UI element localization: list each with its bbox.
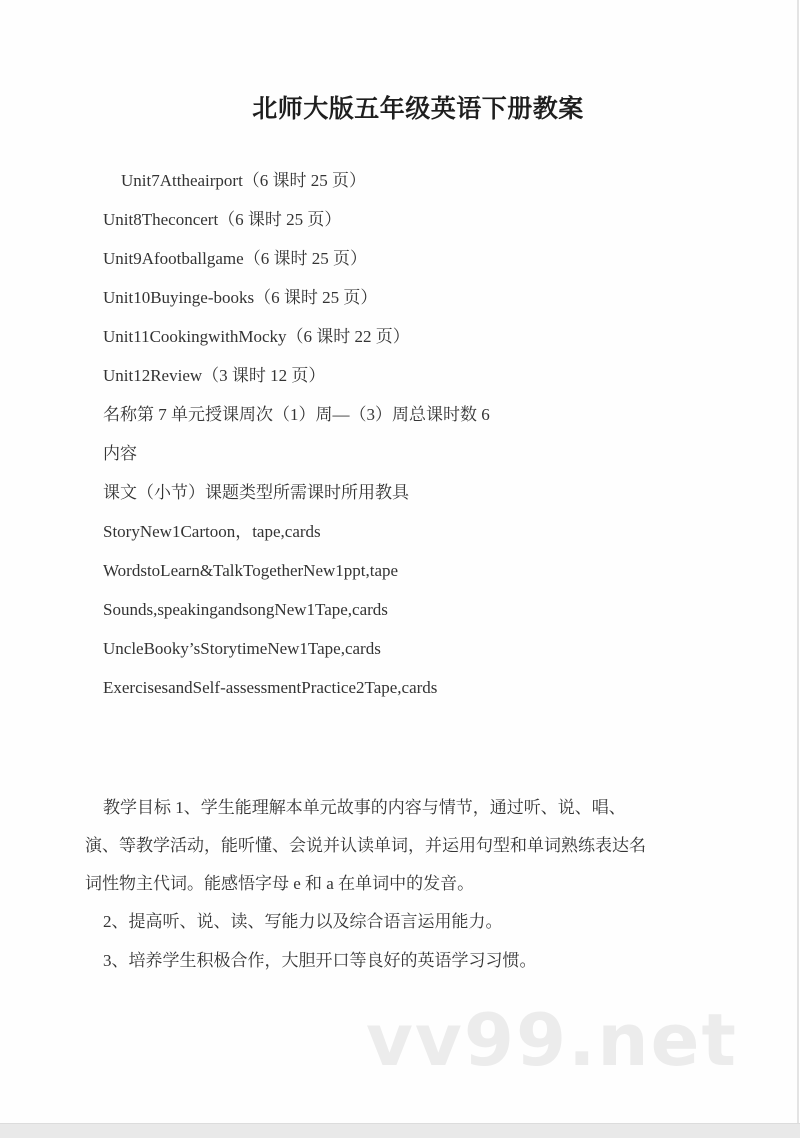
lesson-row: UncleBooky’sStorytimeNew1Tape,cards <box>103 639 381 658</box>
page-bottom-edge <box>0 1123 800 1138</box>
lesson-row: StoryNew1Cartoon，tape,cards <box>103 522 321 541</box>
objective-item-3: 3、培养学生积极合作，大胆开口等良好的英语学习习惯。 <box>103 951 537 970</box>
unit-item-10: Unit10Buyinge-books（6 课时 25 页） <box>103 288 378 307</box>
unit-item-11: Unit11CookingwithMocky（6 课时 22 页） <box>103 327 410 346</box>
content-label: 内容 <box>103 444 137 463</box>
objective-item-2: 2、提高听、说、读、写能力以及综合语言运用能力。 <box>103 912 503 931</box>
unit-item-9: Unit9Afootballgame（6 课时 25 页） <box>103 249 367 268</box>
unit-item-7: Unit7Attheairport（6 课时 25 页） <box>121 171 367 190</box>
objective-line-1: 教学目标 1、学生能理解本单元故事的内容与情节，通过听、说、唱、 <box>103 798 626 817</box>
lesson-row: WordstoLearn&TalkTogetherNew1ppt,tape <box>103 561 399 580</box>
document-title: 北师大版五年级英语下册教案 <box>252 94 584 123</box>
lesson-row: Sounds,speakingandsongNew1Tape,cards <box>103 600 388 619</box>
unit-item-12: Unit12Review（3 课时 12 页） <box>103 366 326 385</box>
objective-line-2: 演、等教学活动，能听懂、会说并认读单词，并运用句型和单词熟练表达名 <box>85 836 646 855</box>
lesson-row: ExercisesandSelf-assessmentPractice2Tape,cards <box>103 678 438 697</box>
objective-line-3: 词性物主代词。能感悟字母 e 和 a 在单词中的发音。 <box>85 874 475 893</box>
unit-info-line: 名称第 7 单元授课周次（1）周—（3）周总课时数 6 <box>103 405 490 424</box>
unit-item-8: Unit8Theconcert（6 课时 25 页） <box>103 210 342 229</box>
watermark-text: vv99.net <box>366 998 738 1082</box>
lesson-table-header: 课文（小节）课题类型所需课时所用教具 <box>103 483 409 502</box>
